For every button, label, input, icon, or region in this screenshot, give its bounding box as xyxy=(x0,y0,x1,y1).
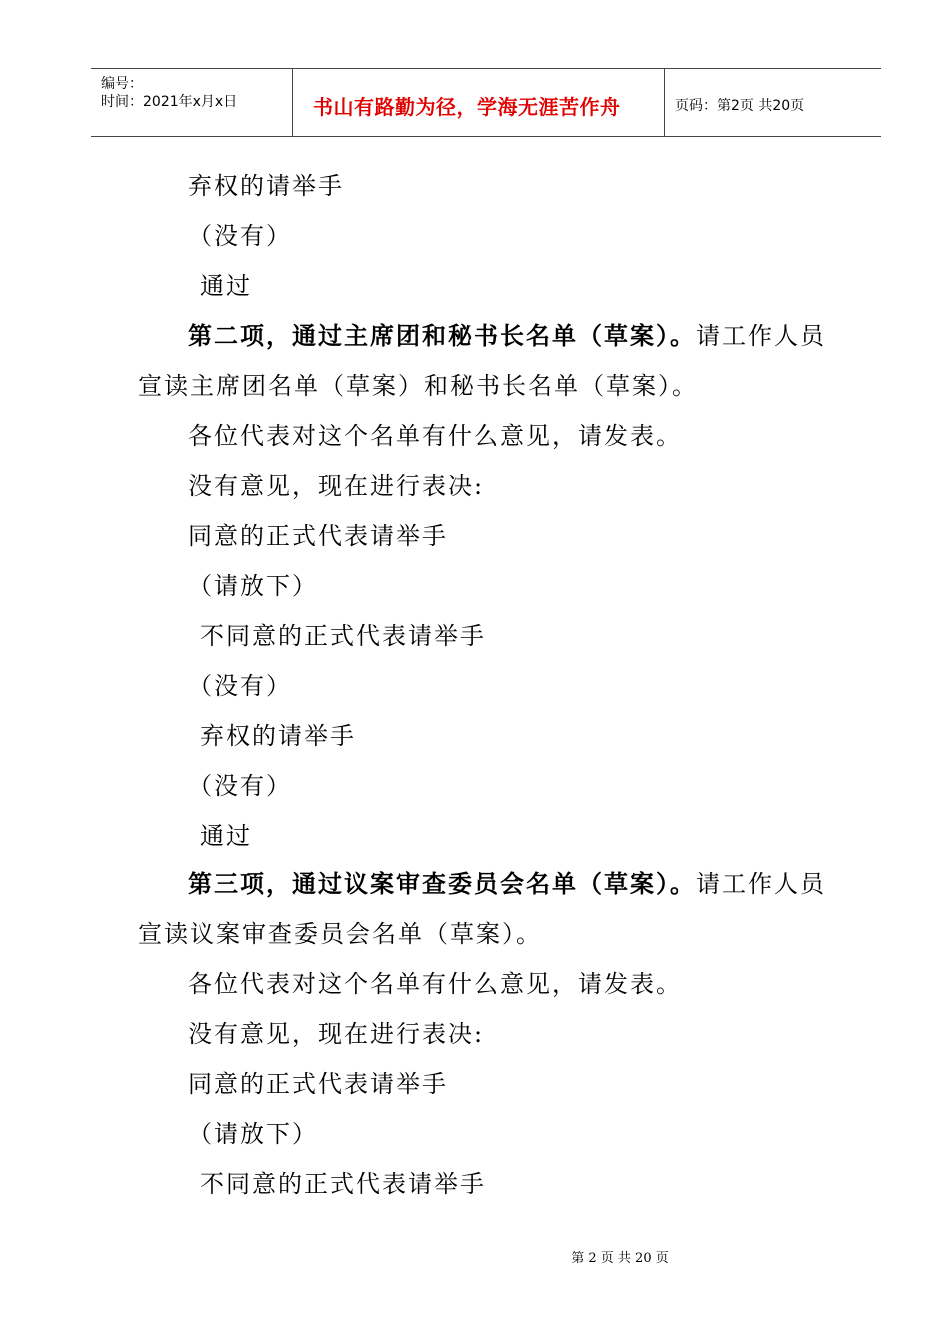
footer-page-number: 第 2 页 共 20 页 xyxy=(571,1251,669,1266)
body-line: 不同意的正式代表请举手 xyxy=(200,622,486,650)
section-text: 请工作人员 xyxy=(696,870,826,898)
body-line: 同意的正式代表请举手 xyxy=(188,1070,448,1098)
body-line: （没有） xyxy=(188,672,292,700)
header-page-cell xyxy=(665,69,881,136)
body-line: （请放下） xyxy=(188,572,318,600)
body-line: 不同意的正式代表请举手 xyxy=(200,1170,486,1198)
section-heading: 第二项，通过主席团和秘书长名单（草案）。 xyxy=(188,321,696,350)
section-text: 请工作人员 xyxy=(696,322,826,350)
body-line: 弃权的请举手 xyxy=(200,722,356,750)
body-line: （没有） xyxy=(188,772,292,800)
body-line: （没有） xyxy=(188,222,292,250)
page-footer xyxy=(0,1247,950,1266)
page-header xyxy=(91,68,881,137)
body-line: 宣读议案审查委员会名单（草案）。 xyxy=(138,920,542,948)
header-motto-cell xyxy=(293,69,665,136)
body-line: 同意的正式代表请举手 xyxy=(188,522,448,550)
body-line: 各位代表对这个名单有什么意见，请发表。 xyxy=(188,422,682,450)
body-line: （请放下） xyxy=(188,1120,318,1148)
body-line: 没有意见，现在进行表决: xyxy=(188,1020,485,1048)
body-line: 弃权的请举手 xyxy=(188,172,344,200)
body-line: 通过 xyxy=(200,272,252,300)
header-meta-cell xyxy=(91,69,293,136)
section-heading: 第三项，通过议案审查委员会名单（草案）。 xyxy=(188,869,696,898)
body-line: 通过 xyxy=(200,822,252,850)
section-line xyxy=(188,870,826,898)
body-line: 宣读主席团名单（草案）和秘书长名单（草案）。 xyxy=(138,372,698,400)
body-line: 各位代表对这个名单有什么意见，请发表。 xyxy=(188,970,682,998)
body-line: 没有意见，现在进行表决: xyxy=(188,472,485,500)
page-label: 页码：第2页 共20页 xyxy=(675,98,805,114)
section-line xyxy=(188,322,826,350)
motto: 书山有路勤为径，学海无涯苦作舟 xyxy=(313,95,621,119)
time-label: 时间：2021年x月x日 xyxy=(101,94,238,110)
number-label: 编号： xyxy=(101,76,143,92)
